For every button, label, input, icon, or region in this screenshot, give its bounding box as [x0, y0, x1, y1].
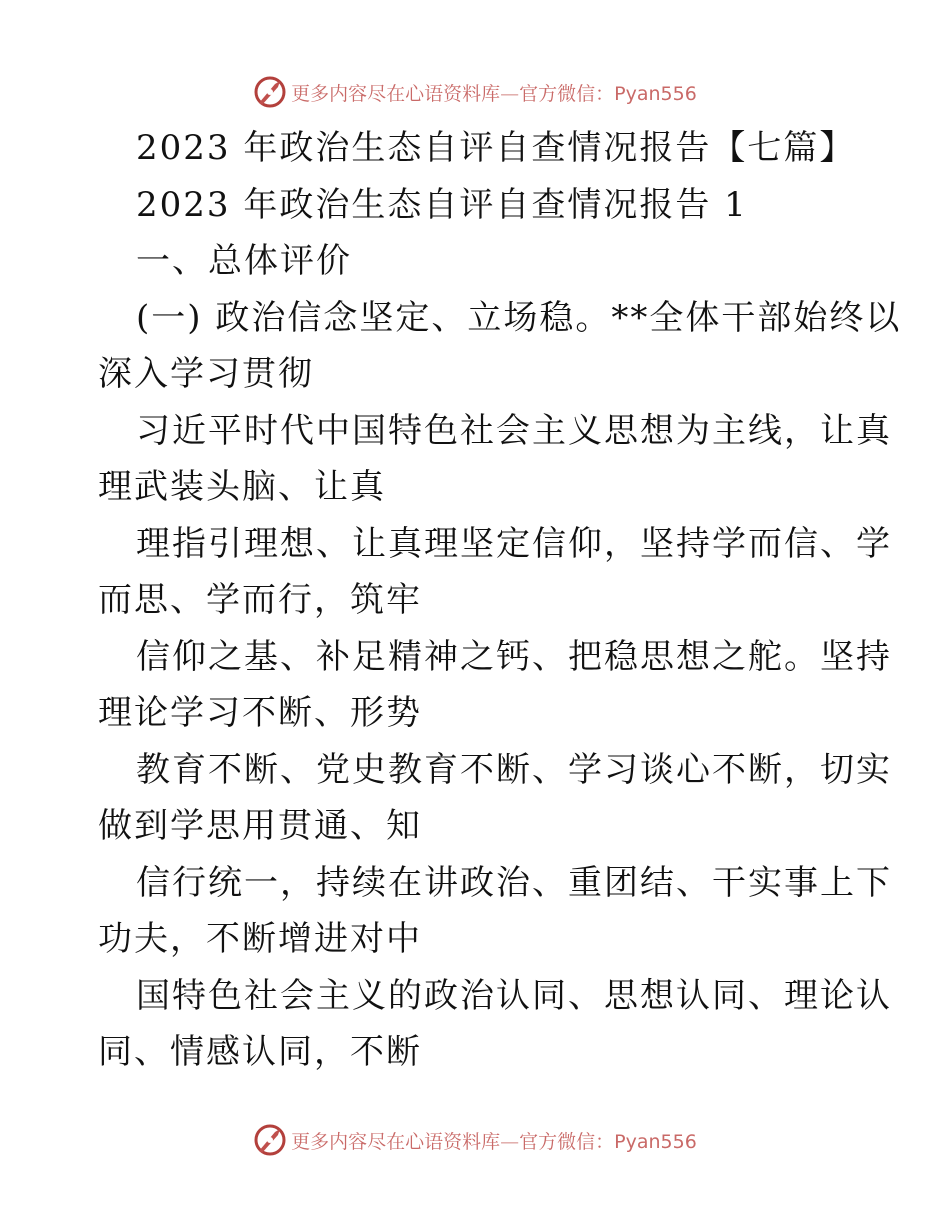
- quill-pen-circle-icon: [253, 75, 287, 109]
- section-heading: 一、总体评价: [136, 241, 352, 281]
- watermark-footer: [0, 1120, 950, 1160]
- body-line: 信仰之基、补足精神之钙、把稳思想之舵。坚持: [136, 636, 892, 677]
- document-title: 2023 年政治生态自评自查情况报告【七篇】: [136, 128, 856, 168]
- body-line: (一) 政治信念坚定、立场稳。**全体干部始终以: [136, 297, 902, 338]
- body-line: 做到学思用贯通、知: [98, 806, 422, 846]
- watermark-separator: —: [500, 82, 520, 105]
- quill-pen-circle-icon: [253, 1123, 287, 1157]
- watermark-brand: 更多内容尽在心语资料库: [291, 1130, 501, 1153]
- body-line: 习近平时代中国特色社会主义思想为主线，让真: [136, 410, 892, 451]
- document-body: [98, 120, 902, 1081]
- watermark-text: [291, 1127, 697, 1154]
- watermark-contact: 官方微信：Pyan556: [519, 1130, 697, 1153]
- watermark-contact: 官方微信：Pyan556: [519, 82, 697, 105]
- body-line: 功夫，不断增进对中: [98, 919, 422, 959]
- body-line: 理论学习不断、形势: [98, 693, 422, 733]
- body-line: 而思、学而行，筑牢: [98, 580, 422, 620]
- body-line: 理武装头脑、让真: [98, 467, 386, 507]
- body-line: 信行统一，持续在讲政治、重团结、干实事上下: [136, 862, 892, 903]
- body-line: 理指引理想、让真理坚定信仰，坚持学而信、学: [136, 523, 892, 564]
- body-line: 教育不断、党史教育不断、学习谈心不断，切实: [136, 749, 892, 790]
- body-line: 同、情感认同，不断: [98, 1032, 422, 1072]
- watermark-separator: —: [500, 1130, 520, 1153]
- body-line: 国特色社会主义的政治认同、思想认同、理论认: [136, 975, 892, 1016]
- watermark-brand: 更多内容尽在心语资料库: [291, 82, 501, 105]
- report-heading: 2023 年政治生态自评自查情况报告 1: [136, 184, 748, 225]
- body-line: 深入学习贯彻: [98, 354, 314, 394]
- watermark-text: [291, 79, 697, 106]
- watermark-header: [0, 72, 950, 112]
